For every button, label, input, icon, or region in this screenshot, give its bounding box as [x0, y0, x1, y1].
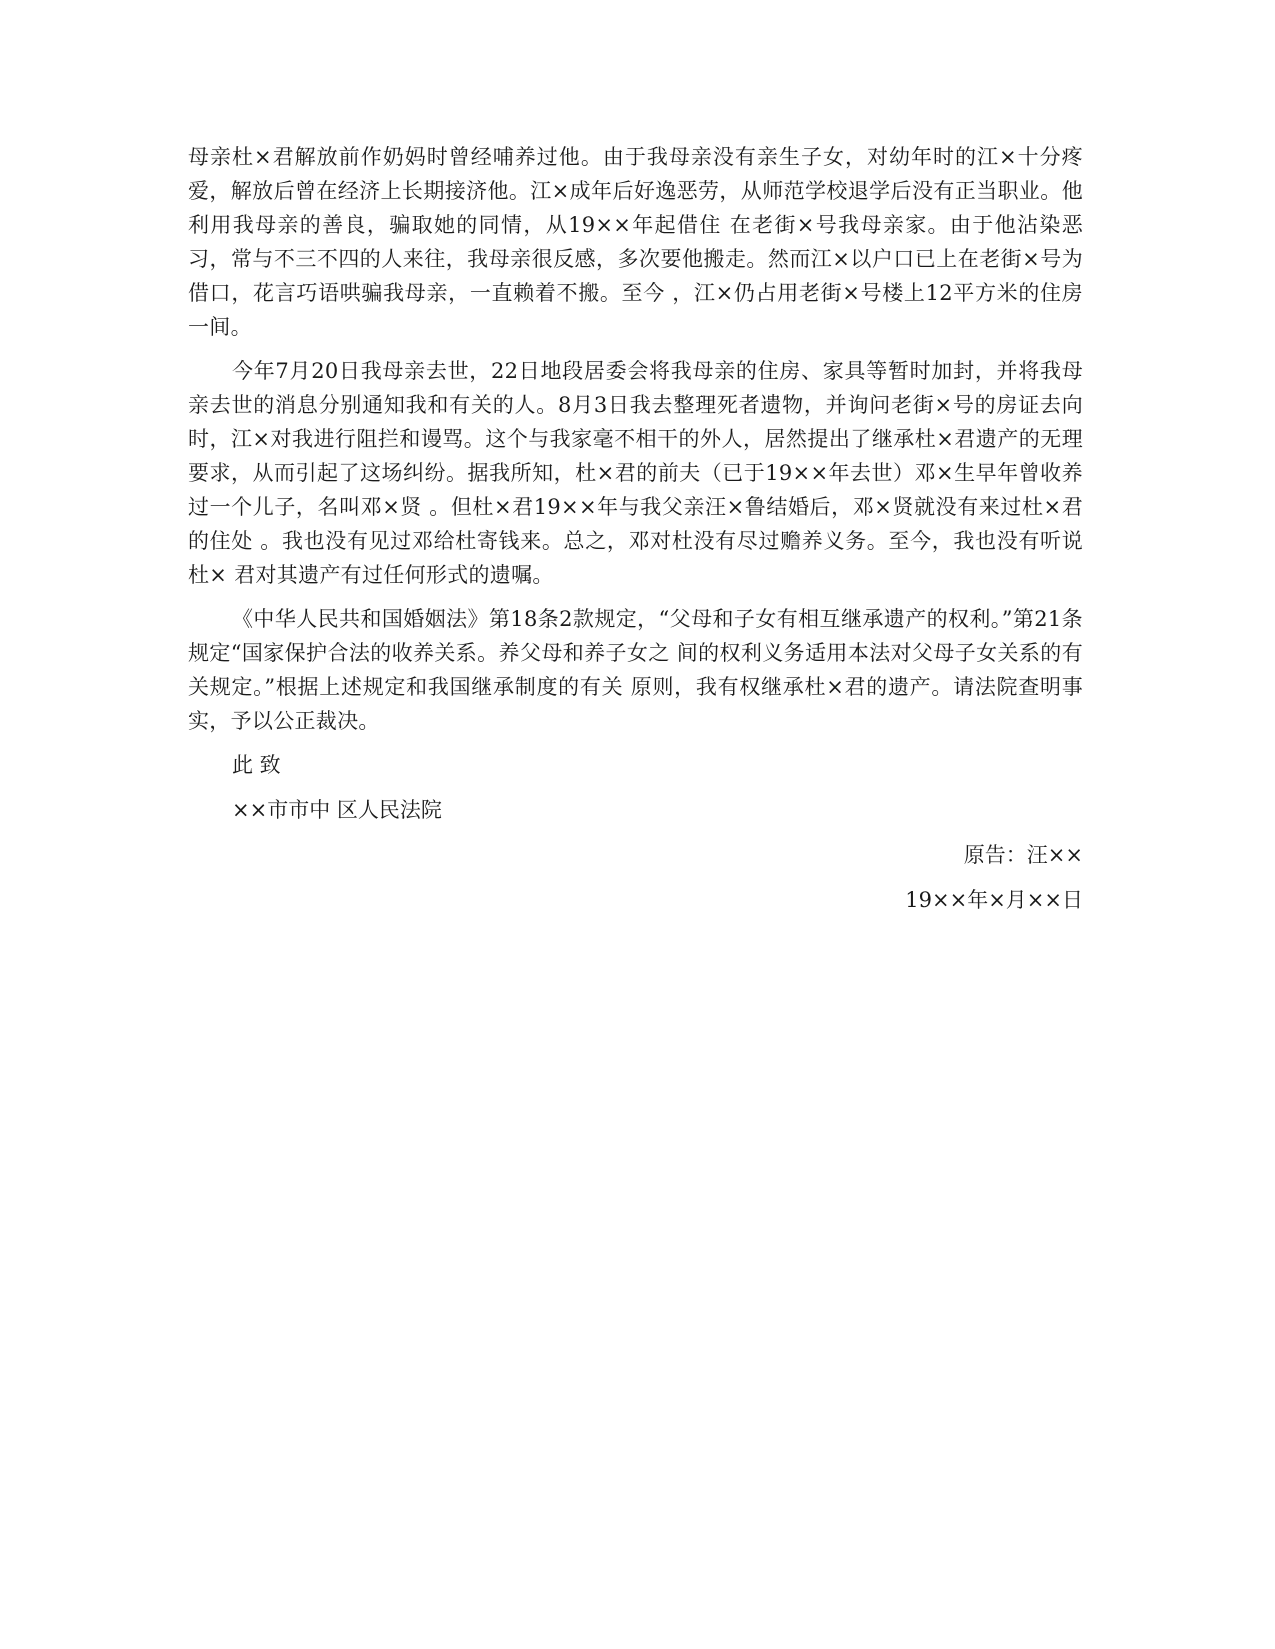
plaintiff-signature: 原告：汪×× [963, 843, 1083, 867]
addressee: ××市市中 区人民法院 [232, 798, 442, 822]
salutation: 此 致 [232, 753, 281, 777]
paragraph-dispute: 今年7月20日我母亲去世，22日地段居委会将我母亲的住房、家具等暂时加封，并将我母亲去世的消息分别通知我和有关的人。8月3日我去整理死者遗物，并询问老街×号的房证去向时，江×对我进行阻拦和谩骂。这个与我家毫不相干的外人，居然提出了继承杜×君遗产的无理要求，从而引起了这场纠纷。据我所知，杜×君的前夫（已于19××年去世）邓×生早年曾收养过一个儿子，名叫邓×贤 。但杜×君19××年与我父亲汪×鲁结婚后，邓×贤就没有来过杜×君的住处 。我也没有见过邓给杜寄钱来。总之，邓对杜没有尽过赡养义务。至今，我也没有听说杜× 君对其遗产有过任何形式的遗嘱。 [188, 359, 1083, 587]
paragraph-background: 母亲杜×君解放前作奶妈时曾经哺养过他。由于我母亲没有亲生子女，对幼年时的江×十分疼爱，解放后曾在经济上长期接济他。江×成年后好逸恶劳，从师范学校退学后没有正当职业。他利用我母亲的善良，骗取她的同情，从19××年起借住 在老街×号我母亲家。由于他沾染恶习，常与不三不四的人来往，我母亲很反感，多次要他搬走。然而江×以户口已上在老街×号为借口，花言巧语哄骗我母亲，一直赖着不搬。至今 ，江×仍占用老街×号楼上12平方米的住房一间。 [188, 145, 1083, 339]
document-date: 19××年×月××日 [905, 888, 1083, 912]
document-body [188, 140, 1083, 928]
paragraph-legal-basis: 《中华人民共和国婚姻法》第18条2款规定，“父母和子女有相互继承遗产的权利。”第21条规定“国家保护合法的收养关系。养父母和养子女之 间的权利义务适用本法对父母子女关系的有关规定。”根据上述规定和我国继承制度的有关 原则，我有权继承杜×君的遗产。请法院查明事实，予以公正裁决。 [188, 607, 1083, 733]
